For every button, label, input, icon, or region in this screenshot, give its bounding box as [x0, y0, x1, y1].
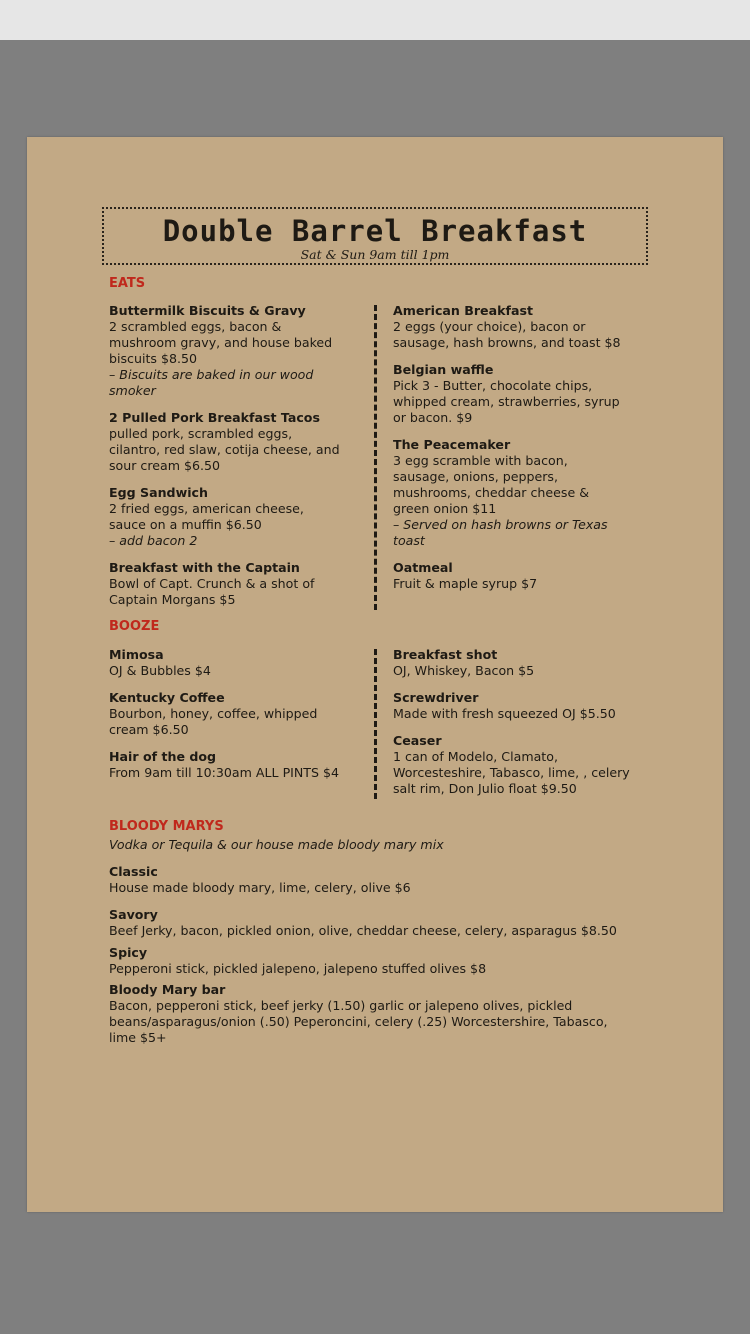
menu-item — [109, 410, 344, 474]
item-name: Ceaser — [393, 733, 442, 748]
item-note: – Biscuits are baked in our wood smoker — [109, 367, 314, 398]
item-description: From 9am till 10:30am ALL PINTS $4 — [109, 765, 340, 780]
item-name: Kentucky Coffee — [109, 690, 225, 705]
item-name: Breakfast shot — [393, 647, 498, 662]
item-description: pulled pork, scrambled eggs, cilantro, red slaw, cotija cheese, and sour cream $6.50 — [109, 426, 340, 473]
menu-item — [393, 560, 625, 592]
menu-item — [109, 647, 344, 679]
menu-item — [109, 560, 344, 608]
item-note: – add bacon 2 — [109, 533, 198, 548]
booze-right-column — [393, 647, 633, 808]
item-name: 2 Pulled Pork Breakfast Tacos — [109, 410, 320, 425]
item-description: 2 eggs (your choice), bacon or sausage, hash browns, and toast $8 — [393, 319, 621, 350]
menu-item — [109, 749, 344, 781]
item-description: Bourbon, honey, coffee, whipped cream $6.50 — [109, 706, 318, 737]
menu-item — [109, 864, 624, 896]
item-name: The Peacemaker — [393, 437, 511, 452]
item-description: OJ, Whiskey, Bacon $5 — [393, 663, 535, 678]
item-name: Breakfast with the Captain — [109, 560, 300, 575]
item-description: 2 scrambled eggs, bacon & mushroom gravy, and house baked biscuits $8.50 — [109, 319, 333, 366]
menu-page — [27, 137, 723, 1212]
menu-item — [393, 362, 625, 426]
item-name: Oatmeal — [393, 560, 453, 575]
menu-item — [109, 982, 624, 1046]
item-description: Pick 3 - Butter, chocolate chips, whipped cream, strawberries, syrup or bacon. $9 — [393, 378, 620, 425]
item-description: Bacon, pepperoni stick, beef jerky (1.50) garlic or jalepeno olives, pickled beans/asparagus/onion (.50) Peperoncini, celery (.25) Worcestershire, Tabasco, lime $5+ — [109, 998, 608, 1045]
menu-item — [393, 690, 633, 722]
menu-item — [393, 437, 625, 549]
bloody-marys-note: Vodka or Tequila & our house made bloody mary mix — [109, 837, 444, 852]
item-description: 3 egg scramble with bacon, sausage, onions, peppers, mushrooms, cheddar cheese & green onion $11 — [393, 453, 590, 516]
item-name: Mimosa — [109, 647, 164, 662]
item-name: Classic — [109, 864, 158, 879]
item-description: Bowl of Capt. Crunch & a shot of Captain Morgans $5 — [109, 576, 315, 607]
item-note: – Served on hash browns or Texas toast — [393, 517, 608, 548]
menu-item — [393, 733, 633, 797]
menu-item — [393, 303, 625, 351]
item-name: Spicy — [109, 945, 148, 960]
item-name: Buttermilk Biscuits & Gravy — [109, 303, 306, 318]
item-name: Egg Sandwich — [109, 485, 208, 500]
item-description: Beef Jerky, bacon, pickled onion, olive, cheddar cheese, celery, asparagus $8.50 — [109, 923, 617, 938]
item-description: Fruit & maple syrup $7 — [393, 576, 538, 591]
item-description: 1 can of Modelo, Clamato, Worcesteshire, Tabasco, lime, , celery salt rim, Don Julio float $9.50 — [393, 749, 630, 796]
menu-item — [109, 485, 344, 549]
menu-item — [109, 945, 624, 977]
title-box — [102, 207, 648, 265]
item-description: Pepperoni stick, pickled jalepeno, jalepeno stuffed olives $8 — [109, 961, 487, 976]
status-bar — [0, 0, 750, 40]
menu-hours: Sat & Sun 9am till 1pm — [300, 247, 450, 262]
item-name: Belgian waffle — [393, 362, 494, 377]
item-description: Made with fresh squeezed OJ $5.50 — [393, 706, 616, 721]
menu-item — [109, 907, 624, 939]
item-description: OJ & Bubbles $4 — [109, 663, 211, 678]
eats-heading: EATS — [109, 276, 146, 291]
item-name: Screwdriver — [393, 690, 479, 705]
eats-right-column — [393, 303, 625, 603]
booze-left-column — [109, 647, 344, 792]
item-name: American Breakfast — [393, 303, 533, 318]
item-description: House made bloody mary, lime, celery, olive $6 — [109, 880, 411, 895]
column-divider — [374, 649, 380, 799]
menu-item — [109, 303, 344, 399]
menu-title: Double Barrel Breakfast — [162, 214, 588, 248]
item-name: Savory — [109, 907, 158, 922]
menu-item — [393, 647, 633, 679]
booze-heading: BOOZE — [109, 619, 160, 634]
column-divider — [374, 305, 380, 610]
bloody-marys-heading: BLOODY MARYS — [109, 819, 224, 834]
item-name: Bloody Mary bar — [109, 982, 226, 997]
item-name: Hair of the dog — [109, 749, 217, 764]
item-description: 2 fried eggs, american cheese, sauce on a muffin $6.50 — [109, 501, 304, 532]
eats-left-column — [109, 303, 344, 619]
menu-item — [109, 690, 344, 738]
